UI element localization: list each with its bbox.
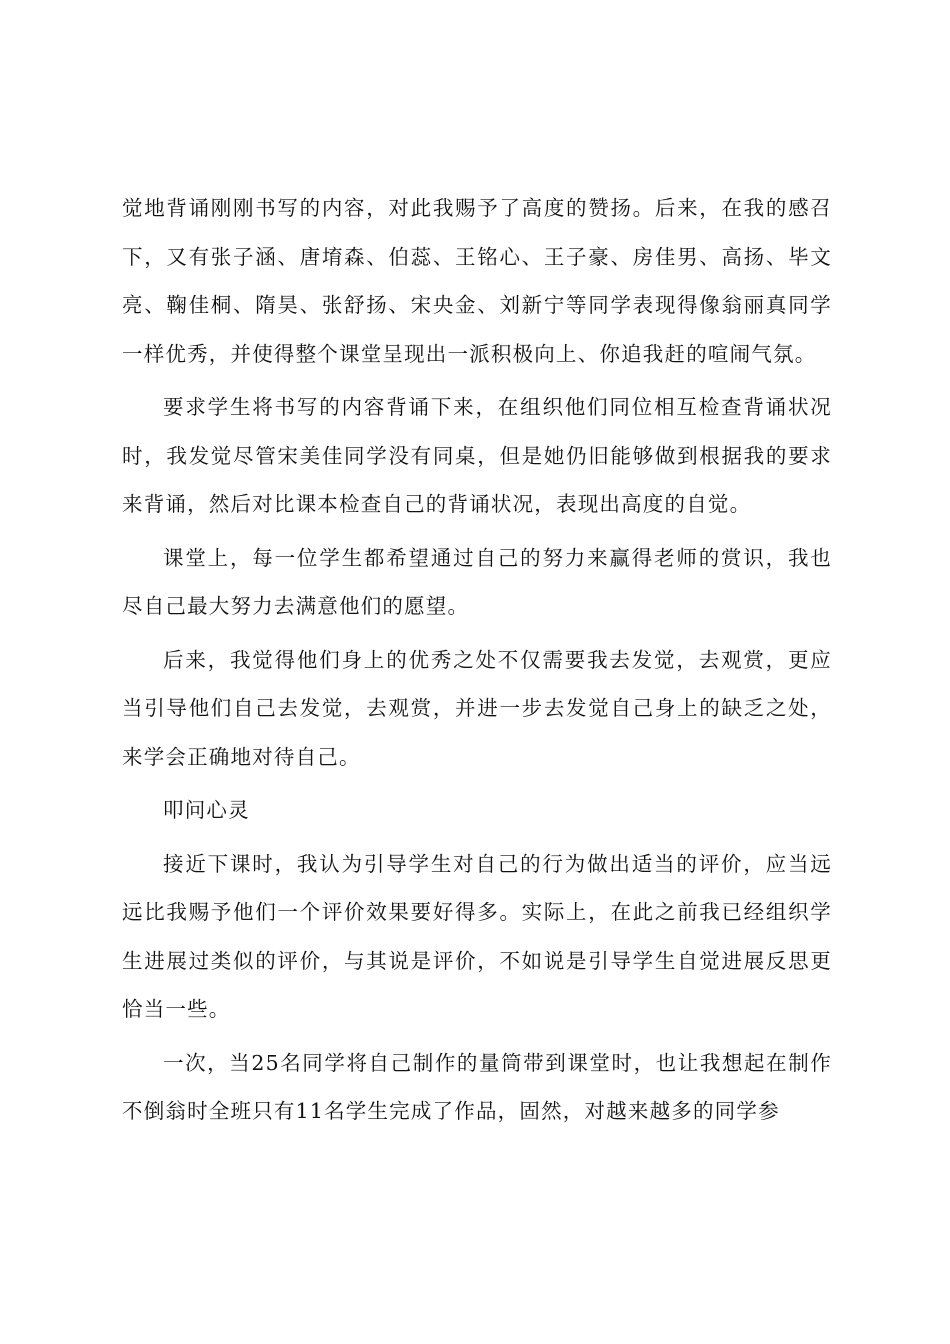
paragraph-continued: 觉地背诵刚刚书写的内容，对此我赐予了高度的赞扬。后来，在我的感召下，又有张子涵、唐堉森、伯蕊、王铭心、王子豪、房佳男、高扬、毕文亮、鞠佳桐、隋昊、张舒扬、宋央金、刘新宁等同学表现得像翁丽真同学一样优秀，并使得整个课堂呈现出一派积极向上、你追我赶的喧闹气氛。 xyxy=(122,196,832,366)
paragraph: 要求学生将书写的内容背诵下来，在组织他们同位相互检查背诵状况时，我发觉尽管宋美佳同学没有同桌，但是她仍旧能够做到根据我的要求来背诵，然后对比课本检查自己的背诵状况，表现出高度的自觉。 xyxy=(122,395,832,516)
paragraph: 后来，我觉得他们身上的优秀之处不仅需要我去发觉，去观赏，更应当引导他们自己去发觉，去观赏，并进一步去发觉自己身上的缺乏之处，来学会正确地对待自己。 xyxy=(122,647,832,769)
document-body xyxy=(122,184,832,1141)
paragraph: 接近下课时，我认为引导学生对自己的行为做出适当的评价，应当远远比我赐予他们一个评价效果要好得多。实际上，在此之前我已经组织学生进展过类似的评价，与其说是评价，不如说是引导学生自觉进展反思更恰当一些。 xyxy=(122,851,832,1021)
paragraph: 一次，当25名同学将自己制作的量筒带到课堂时，也让我想起在制作不倒翁时全班只有11名学生完成了作品，固然，对越来越多的同学参 xyxy=(122,1050,832,1123)
section-heading: 叩问心灵 xyxy=(163,798,250,822)
paragraph: 课堂上，每一位学生都希望通过自己的努力来赢得老师的赏识，我也尽自己最大努力去满意他们的愿望。 xyxy=(122,545,832,618)
